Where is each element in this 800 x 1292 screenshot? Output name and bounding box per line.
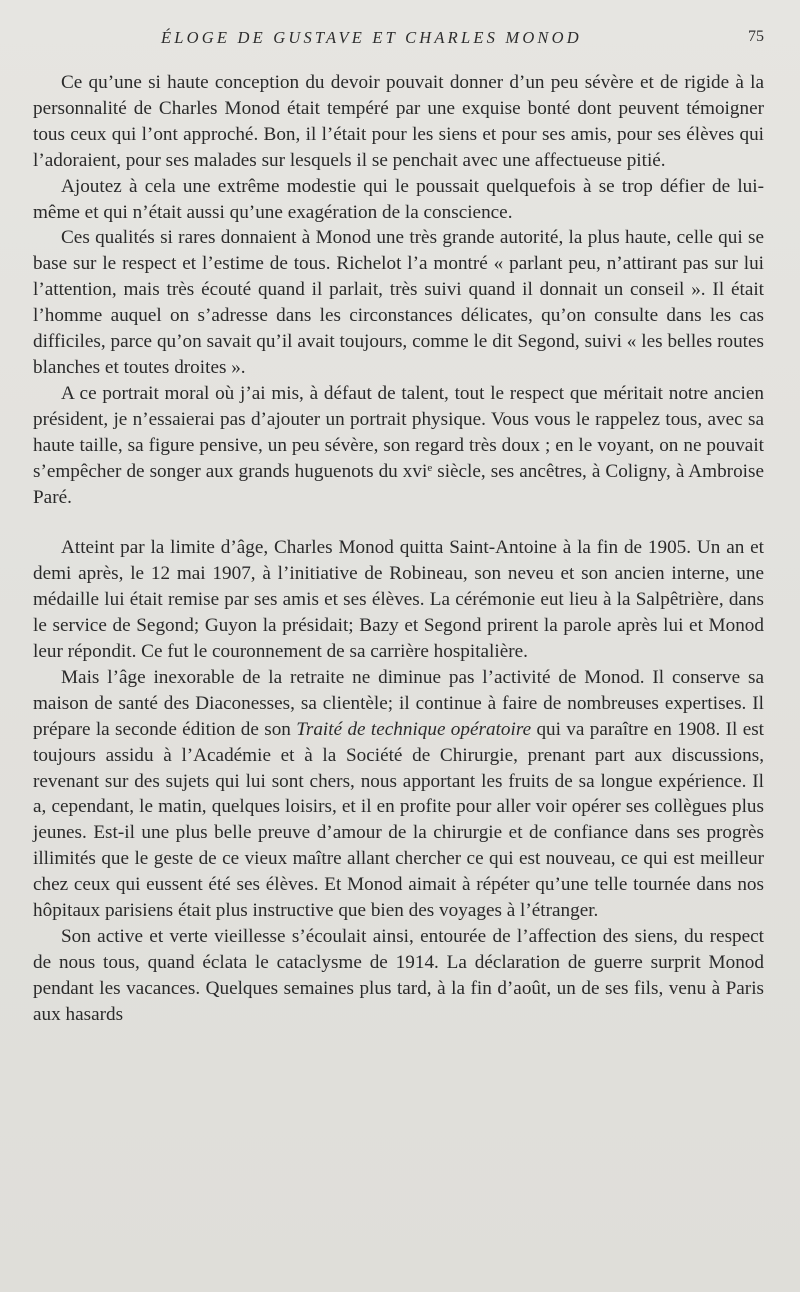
book-title-italic: Traité de technique opératoire — [296, 718, 532, 740]
paragraph-6 — [33, 665, 764, 924]
paragraph-4-text: A ce portrait moral où j’ai mis, à défaut de talent, tout le respect que méritait notre ancien président, je n’essaierai pas d’ajouter un portrait physique. Vous vous le rappelez tous, avec sa haute taille, sa figure pensive, un peu sévère, son regard très doux ; en le voyant, on ne pouvait s’empêcher de songer aux grands huguenots du xvi — [33, 382, 764, 482]
paragraph-6-text-end: qui va paraître en 1908. Il est toujours assidu à l’Académie et à la Société de Chirurgie, prenant part aux discussions, revenant sur des sujets qui lui sont chers, nous apportant les fruits de sa longue expérience. Il a, cependant, le matin, quelques loisirs, et il en profite pour aller voir opérer ses collègues plus jeunes. Est-il une plus belle preuve d’amour de la chirurgie et de confiance dans ses progrès illimités que le geste de ce vieux maître allant chercher ce qui est nouveau, ce qui est meilleur chez ceux qui eussent été ses élèves. Et Monod aimait à répéter qu’une telle tournée dans nos hôpitaux parisiens était plus instructive que bien des voyages à l’étranger. — [33, 718, 765, 922]
paragraph-1: Ce qu’une si haute conception du devoir pouvait donner d’un peu sévère et de rigide à la personnalité de Charles Monod était tempéré par une exquise bonté dont peuvent témoigner tous ceux qui l’ont approché. Bon, il l’était pour les siens et pour ses amis, pour ses élèves qui l’adoraient, pour ses malades sur lesquels il se penchait avec une affectueuse pitié. — [33, 72, 764, 171]
paragraph-5: Atteint par la limite d’âge, Charles Monod quitta Saint-Antoine à la fin de 1905. Un an et demi après, le 12 mai 1907, à l’initiative de Robineau, son neveu et son ancien interne, une médaille lui était remise par ses amis et ses élèves. La cérémonie eut lieu à la Salpêtrière, dans le service de Segond; Guyon la présidait; Bazy et Segond prirent la parole après lui et Monod leur répondit. Ce fut le couronnement de sa carrière hospitalière. — [33, 537, 764, 663]
paragraph-4 — [33, 381, 764, 511]
running-head — [33, 26, 764, 56]
paragraph-2: Ajoutez à cela une extrême modestie qui le poussait quelquefois à se trop défier de lui-même et qui n’était aussi qu’une exagération de la conscience. — [33, 175, 764, 223]
running-title: ÉLOGE DE GUSTAVE ET CHARLES MONOD — [161, 28, 582, 47]
paragraph-7: Son active et verte vieillesse s’écoulait ainsi, entourée de l’affection des siens, du respect de nous tous, quand éclata le cataclysme de 1914. La déclaration de guerre surprit Monod pendant les vacances. Quelques semaines plus tard, à la fin d’août, un de ses fils, venu à Paris aux hasards — [33, 926, 764, 1025]
century-superscript: e — [427, 461, 433, 474]
body-text — [33, 70, 764, 1028]
paragraph-3: Ces qualités si rares donnaient à Monod une très grande autorité, la plus haute, celle qui se base sur le respect et l’estime de tous. Richelot l’a montré « parlant peu, n’attirant pas sur lui l’attention, mais très écouté quand il parlait, très suivi quand il donnait un conseil ». Il était l’homme auquel on s’adresse dans les circonstances délicates, qu’on consulte dans les cas difficiles, parce qu’on savait qu’il avait toujours, comme le dit Segond, suivi « les belles routes blanches et toutes droites ». — [33, 227, 764, 378]
paragraph-4-text-end: siècle, ses ancêtres, à Coligny, à Ambroise Paré. — [33, 460, 764, 508]
page-number: 75 — [748, 28, 764, 45]
paragraph-6-text: Mais l’âge inexorable de la retraite ne diminue pas l’activité de Monod. Il conserve sa maison de santé des Diaconesses, sa clientèle; il continue à faire de nombreuses expertises. Il prépare la seconde édition de son — [33, 666, 764, 740]
